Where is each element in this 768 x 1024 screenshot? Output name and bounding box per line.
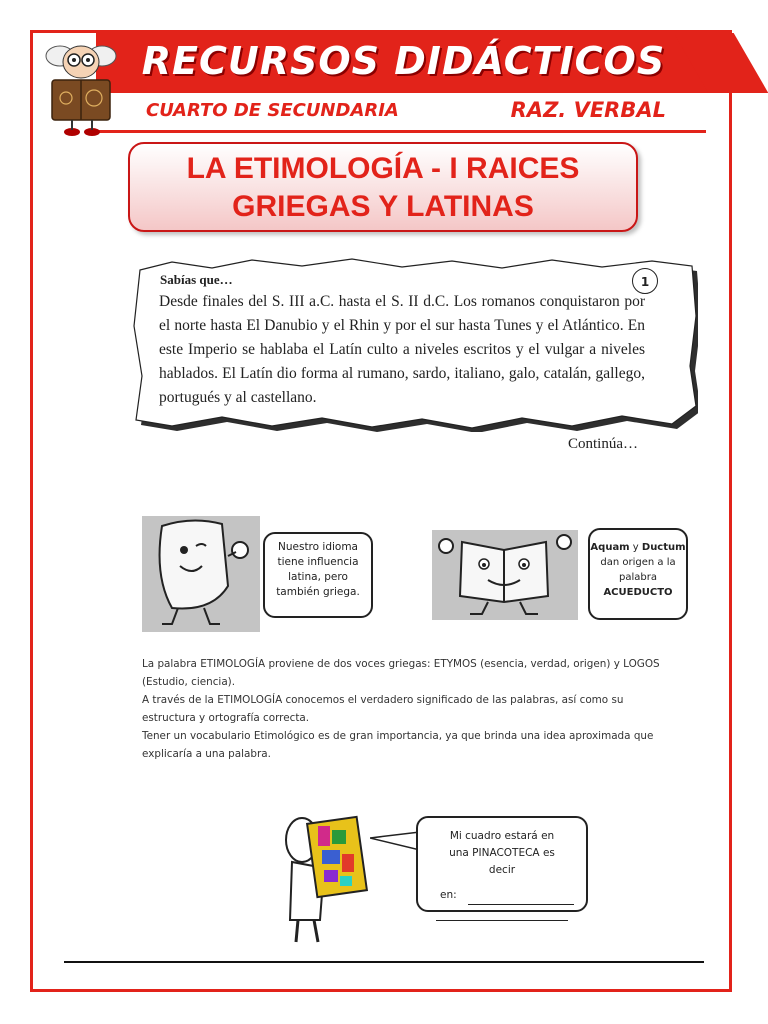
paragraph-block: [116, 655, 664, 763]
right-speech-bubble: [588, 528, 688, 620]
answer-label: en:: [440, 889, 457, 901]
paragraph-3: Tener un vocabulario Etimológico es de gran importancia, ya que brinda una idea aproximada que explicaría a una palabra.: [142, 730, 654, 760]
lesson-title-line1: LA ETIMOLOGÍA - I RAICES: [186, 152, 580, 185]
left-speech-bubble: [263, 532, 373, 618]
number-badge: 1: [632, 268, 658, 294]
right-bubble-text: dan origen a la palabra: [600, 557, 676, 583]
sabias-que-heading: Sabías que…: [160, 272, 233, 287]
word-and: y: [629, 542, 642, 553]
painter-speech-bubble: [416, 816, 588, 912]
header-banner: [96, 33, 711, 93]
word-acueducto: ACUEDUCTO: [603, 587, 673, 598]
left-bubble-text: Nuestro idioma tiene influencia latina, pero también griega.: [276, 541, 360, 598]
grade-label: CUARTO DE SECUNDARIA: [146, 100, 399, 121]
sabias-que-text: Desde finales del S. III a.C. hasta el S. II d.C. Los romanos conquistaron por el norte hasta El Danubio y el Rhin y por el sur hasta Tunes y el Atlántico. En este Imperio se hablaba el Latín culto a niveles escritos y el vulgar a niveles hablados. El Latín dio forma al rumano, sardo, italiano, galo, catalán, gallego, portugués y al castellano.: [159, 293, 645, 406]
book-character-icon: [432, 530, 578, 620]
word-aquam: Aquam: [590, 542, 630, 553]
parchment-character-icon: [142, 516, 260, 632]
answer-blank-2[interactable]: [436, 919, 568, 921]
lesson-title-box: [128, 142, 638, 232]
answer-row: [418, 887, 586, 905]
footer-rule: [64, 961, 704, 963]
paragraph-2: A través de la ETIMOLOGÍA conocemos el verdadero significado de las palabras, así como su estructura y ortografía correcta.: [142, 694, 624, 724]
painter-with-painting-icon: [272, 810, 382, 950]
painter-bubble-text: Mi cuadro estará en una PINACOTECA es decir: [449, 830, 555, 876]
sabias-que-box: [132, 256, 698, 432]
professor-mascot-icon: [36, 38, 126, 138]
book-character-illustration: [432, 530, 578, 620]
answer-blank[interactable]: [468, 887, 574, 905]
continue-label: Continúa…: [568, 436, 638, 452]
paragraph-1: La palabra ETIMOLOGÍA proviene de dos voces griegas: ETYMOS (esencia, verdad, origen) y LOGOS (Estudio, ciencia).: [142, 658, 660, 688]
subject-label: RAZ. VERBAL: [510, 98, 666, 122]
word-ductum: Ductum: [641, 542, 686, 553]
parchment-character-illustration: [142, 516, 260, 632]
lesson-title-line2: GRIEGAS Y LATINAS: [232, 190, 534, 223]
header-subbar: [96, 96, 706, 133]
bubble-tail: [370, 828, 420, 868]
header-title: RECURSOS DIDÁCTICOS: [141, 39, 666, 83]
